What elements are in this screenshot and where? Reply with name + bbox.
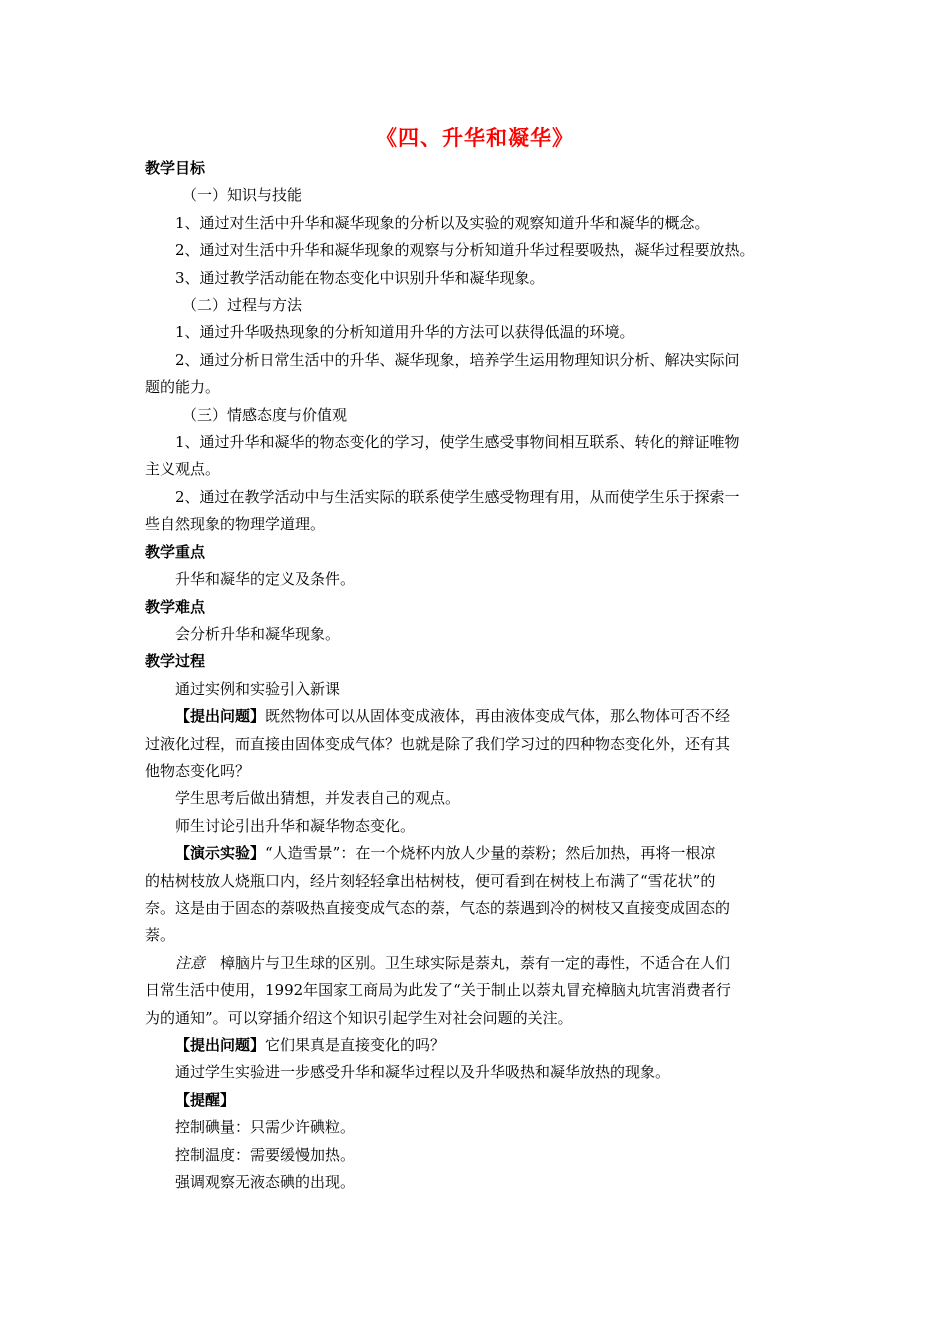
question-label: 【提出问题】 — [175, 1036, 266, 1054]
paragraph: 通过实例和实验引入新课 — [175, 679, 341, 698]
paragraph: 师生讨论引出升华和凝华物态变化。 — [175, 816, 416, 835]
paragraph — [145, 1032, 807, 1059]
subheading-knowledge: （一）知识与技能 — [182, 186, 303, 205]
paragraph — [145, 840, 807, 867]
key-point-heading: 教学重点 — [145, 542, 206, 561]
paragraph: 过液化过程，而直接由固体变成气体？也就是除了我们学习过的四种物态变化外，还有其 — [145, 734, 731, 753]
paragraph: 3、通过教学活动能在物态变化中识别升华和凝华现象。 — [175, 268, 545, 287]
question-label: 【提出问题】 — [175, 707, 266, 726]
note-label: 注意 — [175, 953, 206, 972]
paragraph: 通过学生实验进一步感受升华和凝华过程以及升华吸热和凝华放热的现象。 — [175, 1063, 671, 1082]
tip-label: 【提醒】 — [175, 1090, 236, 1109]
document-title: 《四、升华和凝华》 — [376, 126, 574, 150]
paragraph: 1、通过升华吸热现象的分析知道用升华的方法可以获得低温的环境。 — [175, 323, 635, 342]
difficulty-heading: 教学难点 — [145, 597, 206, 616]
paragraph: 2、通过对生活中升华和凝华现象的观察与分析知道升华过程要吸热，凝华过程要放热。 — [175, 241, 755, 260]
paragraph: 2、通过分析日常生活中的升华、凝华现象，培养学生运用物理知识分析、解决实际问 — [175, 350, 740, 369]
note-text: 樟脑片与卫生球的区别。卫生球实际是萘丸，萘有一定的毒性，不适合在人们 — [220, 953, 731, 972]
paragraph: 题的能力。 — [145, 378, 221, 397]
paragraph: 的枯树枝放人烧瓶口内，经片刻轻轻拿出枯树枝，便可看到在树枝上布满了“雪花状”的 — [145, 871, 716, 890]
question-text: 它们果真是直接变化的吗？ — [265, 1036, 446, 1054]
demo-text: “人造雪景”：在一个烧杯内放人少量的萘粉；然后加热，再将一根凉 — [265, 844, 716, 863]
subheading-process-method: （二）过程与方法 — [182, 296, 303, 315]
paragraph: 升华和凝华的定义及条件。 — [175, 570, 356, 589]
document-body — [145, 155, 807, 1196]
paragraph: 主义观点。 — [145, 460, 221, 479]
paragraph: 控制温度：需要缓慢加热。 — [175, 1145, 356, 1164]
paragraph: 会分析升华和凝华现象。 — [175, 624, 341, 643]
process-heading: 教学过程 — [145, 652, 206, 671]
paragraph: 学生思考后做出猜想，并发表自己的观点。 — [175, 789, 461, 808]
paragraph — [145, 703, 807, 730]
paragraph — [145, 950, 807, 977]
paragraph: 他物态变化吗？ — [145, 761, 251, 780]
paragraph: 些自然现象的物理学道理。 — [145, 515, 326, 534]
demo-label: 【演示实验】 — [175, 844, 266, 863]
paragraph: 奈。这是由于固态的萘吸热直接变成气态的萘，气态的萘遇到冷的树枝又直接变成固态的 — [145, 898, 731, 917]
objectives-heading: 教学目标 — [145, 159, 206, 177]
paragraph: 萘。 — [145, 926, 176, 945]
subheading-emotion: （三）情感态度与价值观 — [182, 405, 348, 424]
paragraph: 强调观察无液态碘的出现。 — [175, 1173, 356, 1192]
paragraph: 1、通过升华和凝华的物态变化的学习，使学生感受事物间相互联系、转化的辩证唯物 — [175, 433, 740, 452]
paragraph: 日常生活中使用，1992年国家工商局为此发了“关于制止以萘丸冒充樟脑丸坑害消费者行 — [145, 981, 731, 1000]
paragraph: 2、通过在教学活动中与生活实际的联系使学生感受物理有用，从而使学生乐于探索一 — [175, 487, 740, 506]
paragraph: 1、通过对生活中升华和凝华现象的分析以及实验的观察知道升华和凝华的概念。 — [175, 213, 710, 232]
paragraph: 控制碘量：只需少许碘粒。 — [175, 1118, 356, 1137]
paragraph: 为的通知”。可以穿插介绍这个知识引起学生对社会问题的关注。 — [145, 1008, 573, 1027]
question-text: 既然物体可以从固体变成液体，再由液体变成气体，那么物体可否不经 — [265, 707, 731, 726]
